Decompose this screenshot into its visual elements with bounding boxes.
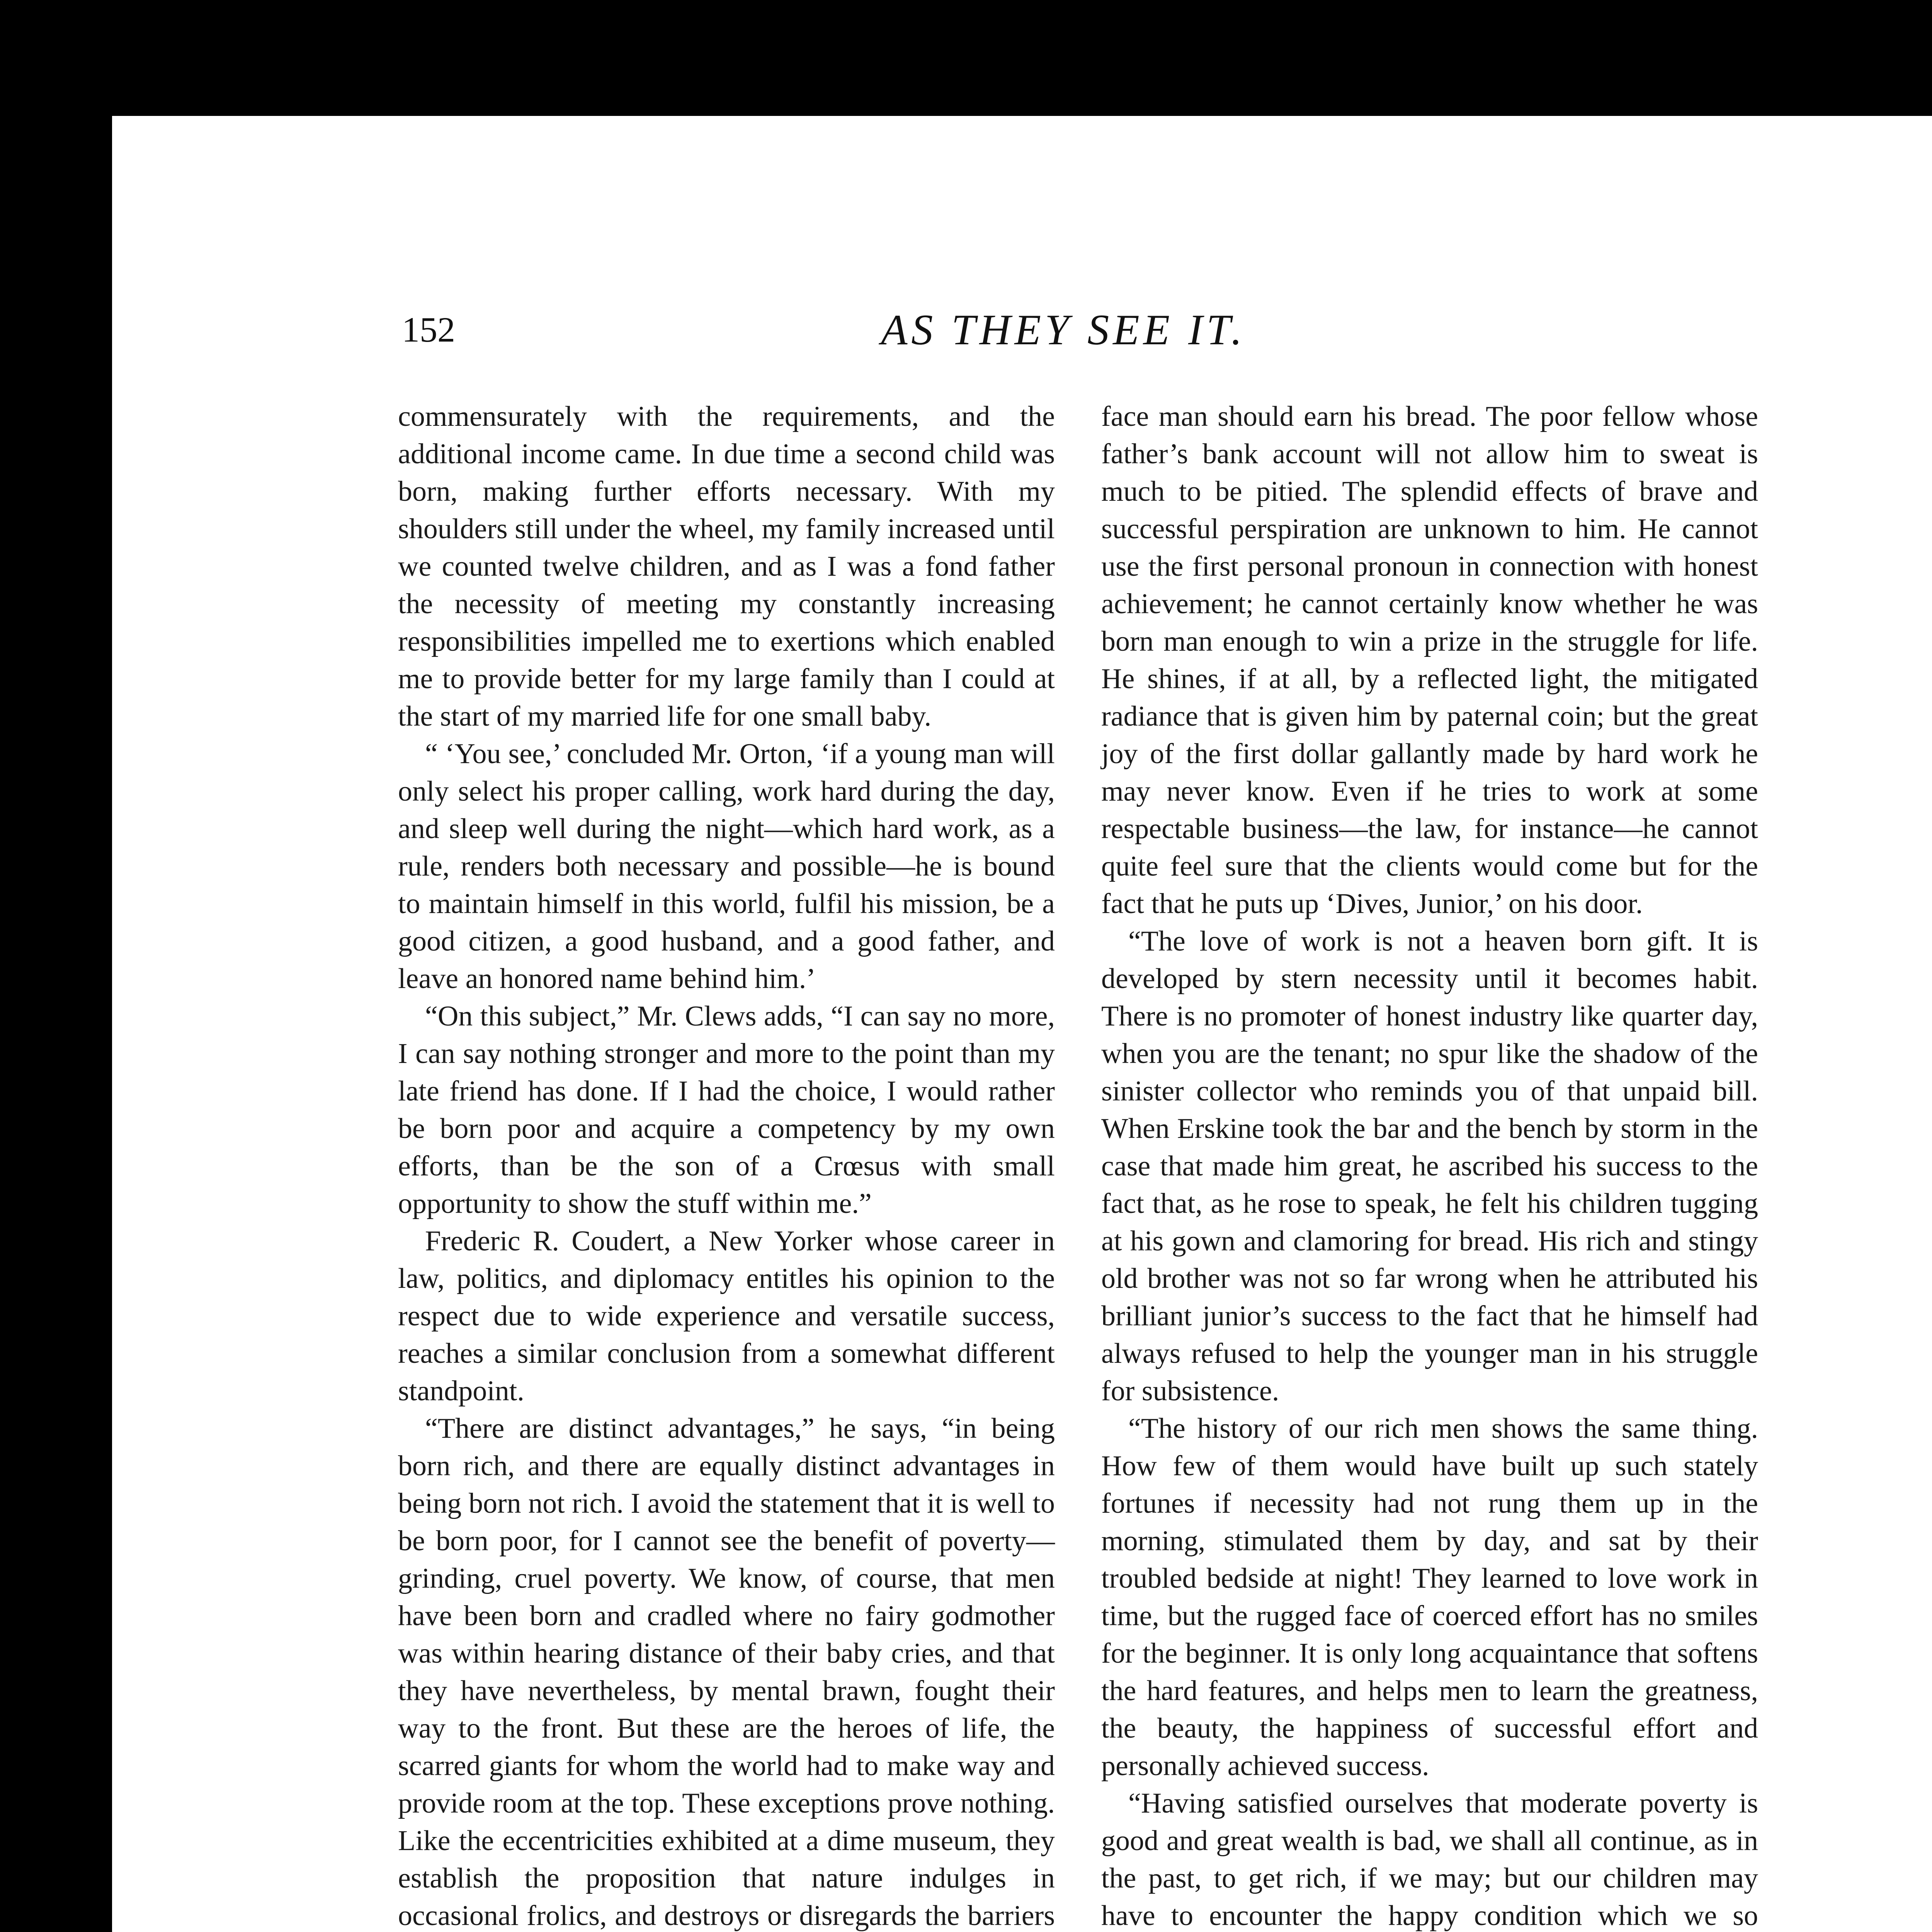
paragraph: “The love of work is not a heaven born gift. It is developed by stern necessity until it becomes habit. There is no promoter of honest industry like quarter day, when you are the tenant; no spur like the shadow of the sinister collector who reminds you of that unpaid bill. When Erskine took the bar and the bench by storm in the case that made him great, he ascribed his success to the fact that, as he rose to speak, he felt his children tugging at his gown and clamoring for bread. His rich and stingy old brother was not so far wrong when he attributed his brilliant junior’s success to the fact that he himself had always refused to help the younger man in his struggle for subsistence.: [1101, 925, 1758, 1407]
paragraph: face man should earn his bread. The poor fellow whose father’s bank account will not allow him to sweat is much to be pitied. The splendid effects of brave and successful perspiration are unknown to him. He cannot use the first personal pronoun in connection with honest achievement; he cannot certainly know whether he was born man enough to win a prize in the struggle for life. He shines, if at all, by a reflected light, the mitigated radiance that is given him by paternal coin; but the great joy of the first dollar gallantly made by hard work he may never know. Even if he tries to work at some respectable business—the law, for instance—he cannot quite feel sure that the clients would come but for the fact that he puts up ‘Dives, Junior,’ on his door.: [1101, 401, 1758, 920]
page-number: 152: [402, 310, 455, 349]
paragraph: “ ‘You see,’ concluded Mr. Orton, ‘if a young man will only select his proper calling, work hard during the day, and sleep well during the night—which hard work, as a rule, renders both necessary and possible—he is bound to maintain himself in this world, fulfil his mission, be a good citizen, a good husband, and a good father, and leave an honored name behind him.’: [398, 738, 1055, 995]
paragraph: “Having satisfied ourselves that moderate poverty is good and great wealth is bad, we shall all continue, as in the past, to get rich, if we may; but our children may have to encounter the happy condition which we so: [1101, 1787, 1758, 1932]
paragraph: Frederic R. Coudert, a New Yorker whose career in law, politics, and diplomacy entitles his opinion to the respect due to wide experience and versatile success, reaches a similar conclusion from a somewhat different standpoint.: [398, 1225, 1055, 1407]
right-column: [1101, 398, 1758, 1932]
paragraph: “There are distinct advantages,” he says, “in being born rich, and there are equally distinct advantages in being born not rich. I avoid the statement that it is well to be born poor, for I cannot see the benefit of poverty—grinding, cruel poverty. We know, of course, that men have been born and cradled where no fairy godmother was within hearing distance of their baby cries, and that they have nevertheless, by mental brawn, fought their way to the front. But these are the heroes of life, the scarred giants for whom the world had to make way and provide room at the top. These exceptions prove nothing. Like the eccentricities exhibited at a dime museum, they establish the proposition that nature indulges in occasional frolics, and destroys or disregards the barriers: [398, 1413, 1055, 1932]
paragraph: “On this subject,” Mr. Clews adds, “I can say no more, I can say nothing stronger and more to the point than my late friend has done. If I had the choice, I would rather be born poor and acquire a competency by my own efforts, than be the son of a Crœsus with small opportunity to show the stuff within me.”: [398, 1000, 1055, 1219]
page-header: [402, 305, 1777, 359]
running-title: AS THEY SEE IT.: [881, 306, 1246, 354]
left-column: [398, 398, 1055, 1932]
paragraph: “The history of our rich men shows the same thing. How few of them would have built up such stately fortunes if necessity had not rung them up in the morning, stimulated them by day, and sat by their troubled bedside at night! They learned to love work in time, but the rugged face of coerced effort has no smiles for the beginner. It is only long acquaintance that softens the hard features, and helps men to learn the greatness, the beauty, the happiness of successful effort and personally achieved success.: [1101, 1413, 1758, 1782]
paragraph: commensurately with the requirements, and the additional income came. In due time a second child was born, making further efforts necessary. With my shoulders still under the wheel, my family increased until we counted twelve children, and as I was a fond father the necessity of meeting my constantly increasing responsibilities impelled me to exertions which enabled me to provide better for my large family than I could at the start of my married life for one small baby.: [398, 401, 1055, 732]
